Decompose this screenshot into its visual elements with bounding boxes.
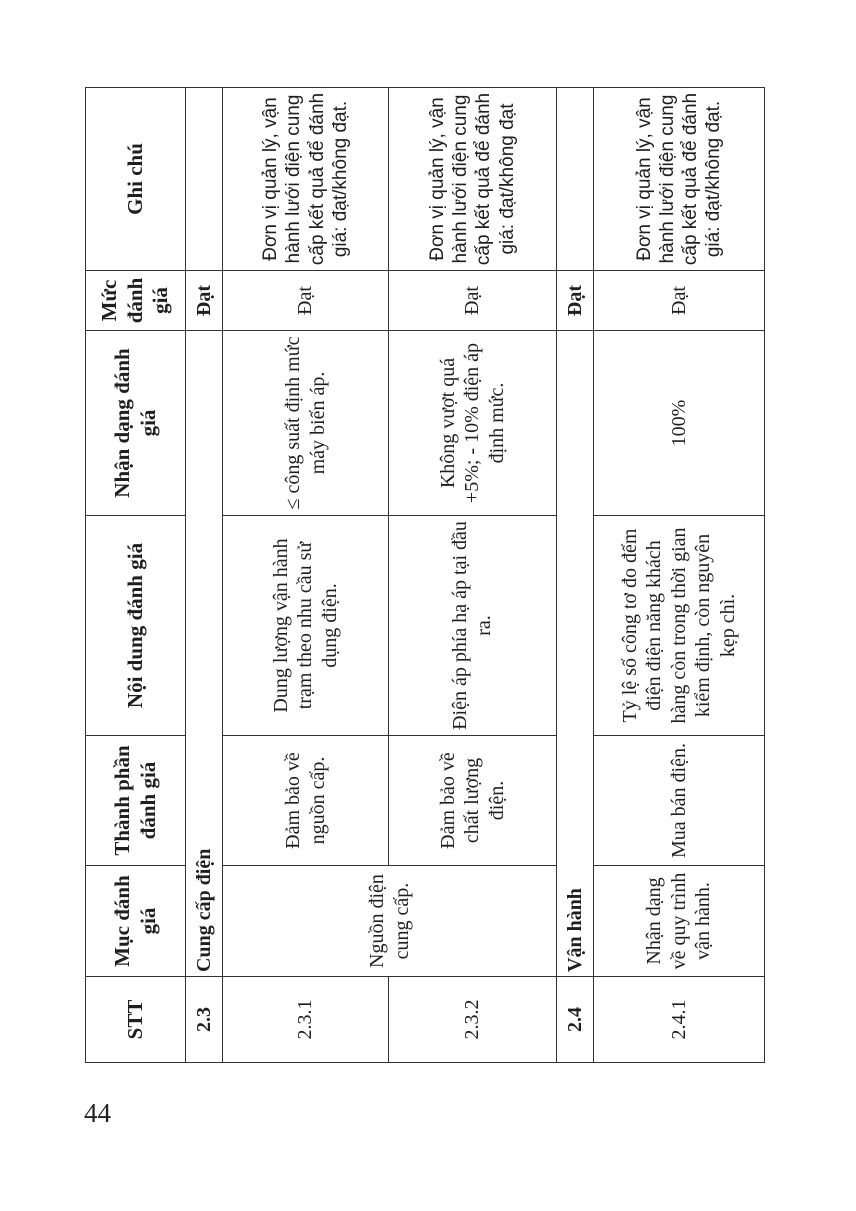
row-note: Đơn vị quản lý, vận hành lưới điện cung cấp kết quả để đánh giá: đạt/không đạt (389, 88, 557, 271)
row-grade: Đạt (223, 271, 389, 331)
row-note: Đơn vị quản lý, vận hành lưới điện cung cấp kết quả để đánh giá: đạt/không đạt. (594, 88, 765, 271)
header-thanh-phan: Thành phần đánh giá (86, 736, 186, 866)
row-nhan-dang: Không vượt quá +5%; - 10% điện áp định mức. (389, 331, 557, 516)
header-nhan-dang: Nhận dạng đánh giá (86, 331, 186, 516)
row-muc: Nhận dạng về quy trình vận hành. (594, 866, 765, 977)
row-noi-dung: Điện áp phía hạ áp tại đầu ra. (389, 516, 557, 736)
row-noi-dung: Dung lượng vận hành trạm theo nhu cầu sử dụng điện. (223, 516, 389, 736)
section-stt: 2.3 (186, 977, 223, 1063)
row-stt: 2.4.1 (594, 977, 765, 1063)
section-grade: Đạt (556, 271, 593, 331)
header-stt: STT (86, 977, 186, 1063)
row-thanh-phan: Mua bán điện. (594, 736, 765, 866)
section-title: Cung cấp điện (186, 331, 223, 977)
row-grade: Đạt (389, 271, 557, 331)
row-nhan-dang: ≤ công suất định mức máy biến áp. (223, 331, 389, 516)
row-nhan-dang: 100% (594, 331, 765, 516)
rotated-table-container (85, 88, 765, 1063)
section-grade: Đạt (186, 271, 223, 331)
row-grade: Đạt (594, 271, 765, 331)
row-noi-dung: Tỷ lệ số công tơ đo đếm điện điện năng khách hàng còn trong thời gian kiểm định, còn nguyên kẹp chì. (594, 516, 765, 736)
section-note-empty (556, 88, 593, 271)
header-row (86, 88, 186, 1063)
evaluation-table (85, 87, 765, 1063)
section-row-2-3 (186, 88, 223, 1063)
page-number: 44 (84, 1098, 111, 1128)
row-muc: Nguồn điện cung cấp. (223, 866, 557, 977)
header-noi-dung: Nội dung đánh giá (86, 516, 186, 736)
table-row-2-4-1 (594, 88, 765, 1063)
header-muc-grade: Mức đánh giá (86, 271, 186, 331)
table-row-2-3-1 (223, 88, 389, 1063)
row-stt: 2.3.2 (389, 977, 557, 1063)
row-note: Đơn vị quản lý, vận hành lưới điện cung cấp kết quả để đánh giá: đạt/không đạt. (223, 88, 389, 271)
section-title: Vận hành (556, 331, 593, 977)
row-thanh-phan: Đảm bảo về chất lượng điện. (389, 736, 557, 866)
header-ghi-chu: Ghi chú (86, 88, 186, 271)
section-row-2-4 (556, 88, 593, 1063)
row-thanh-phan: Đảm bảo về nguồn cấp. (223, 736, 389, 866)
row-stt: 2.3.1 (223, 977, 389, 1063)
section-note-empty (186, 88, 223, 271)
header-muc-danh-gia: Mục đánh giá (86, 866, 186, 977)
section-stt: 2.4 (556, 977, 593, 1063)
